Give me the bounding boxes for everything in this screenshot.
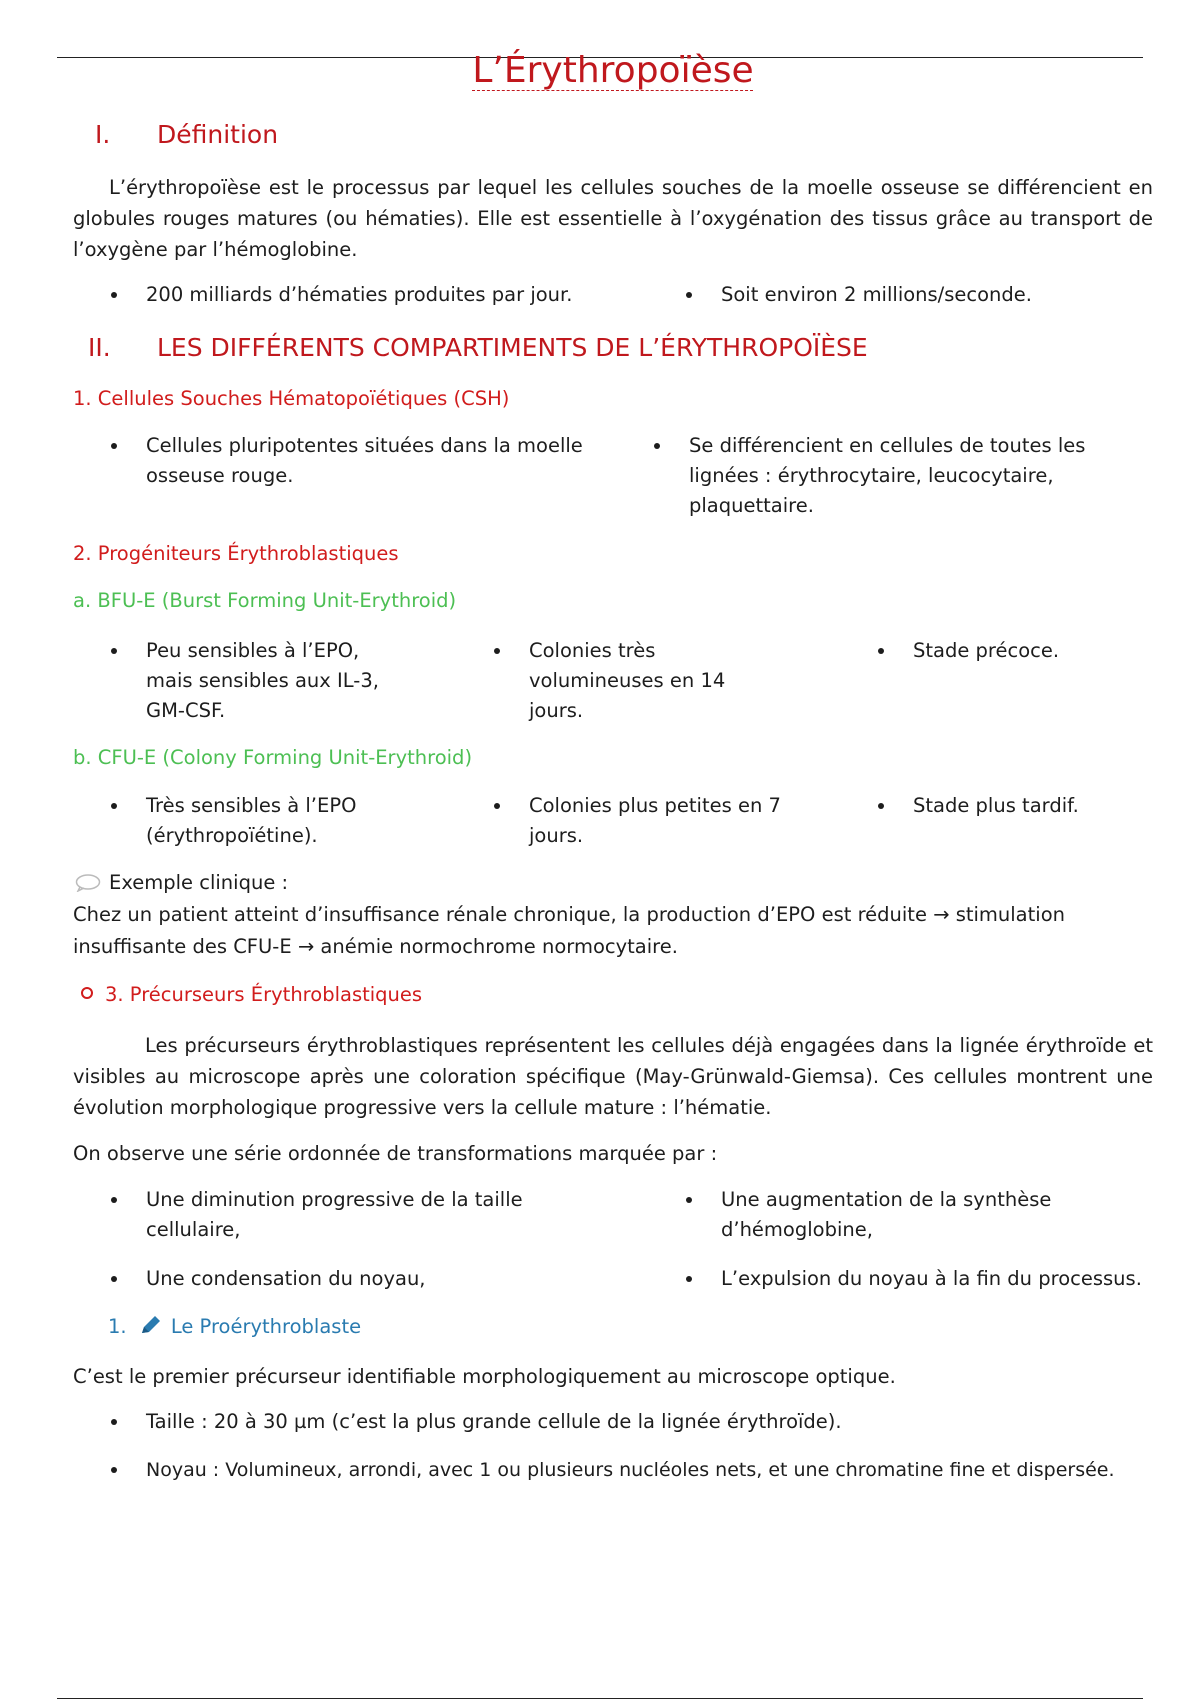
cfu-bullet-3: Stade plus tardif. bbox=[913, 791, 1143, 821]
section-1-title: Définition bbox=[157, 120, 279, 149]
clinical-label-row bbox=[75, 870, 288, 899]
bottom-rule bbox=[57, 1698, 1143, 1699]
csh-bullet-2: Se différencient en cellules de toutes les lignées : érythrocytaire, leucocytaire, plaquettaire. bbox=[689, 431, 1109, 521]
precursors-paragraph: Les précurseurs érythroblastiques représentent les cellules déjà engagées dans la lignée érythroïde et visibles au microscope après une coloration spécifique (May-Grünwald-Giemsa). Ces cellules montrent une évolution morphologique progressive vers la cellule mature : l’hématie. bbox=[73, 1034, 1153, 1119]
bfu-bullet-2: Colonies très volumineuses en 14 jours. bbox=[529, 636, 739, 726]
speech-bubble-icon bbox=[75, 873, 101, 899]
definition-bullet-1: 200 milliards d’hématies produites par jour. bbox=[146, 280, 646, 310]
progenitors-heading: 2. Progéniteurs Érythroblastiques bbox=[73, 542, 399, 565]
section-2-number: II. bbox=[88, 333, 111, 362]
precursors-heading bbox=[81, 983, 422, 1006]
precursors-intro: On observe une série ordonnée de transformations marquée par : bbox=[73, 1142, 718, 1165]
proerythroblast-bullet-1: Taille : 20 à 30 µm (c’est la plus grande cellule de la lignée érythroïde). bbox=[146, 1407, 1146, 1437]
bfu-bullet-3: Stade précoce. bbox=[913, 636, 1143, 666]
proerythroblast-intro: C’est le premier précurseur identifiable morphologiquement au microscope optique. bbox=[73, 1365, 896, 1388]
precursors-bullet-1: Une diminution progressive de la taille cellulaire, bbox=[146, 1185, 566, 1245]
proerythroblast-bullet-2: Noyau : Volumineux, arrondi, avec 1 ou plusieurs nucléoles nets, et une chromatine fine et dispersée. bbox=[146, 1455, 1153, 1485]
section-1-number: I. bbox=[95, 120, 111, 149]
bfu-bullet-1: Peu sensibles à l’EPO, mais sensibles aux IL-3, GM-CSF. bbox=[146, 636, 386, 726]
cfu-heading: b. CFU-E (Colony Forming Unit-Erythroid) bbox=[73, 746, 473, 769]
proerythroblast-heading bbox=[108, 1314, 361, 1341]
clinical-label: Exemple clinique : bbox=[109, 871, 289, 894]
page-title: L’Érythropoïèse bbox=[472, 50, 754, 91]
csh-heading: 1. Cellules Souches Hématopoïétiques (CSH) bbox=[73, 387, 510, 410]
precursors-bullet-2: Une augmentation de la synthèse d’hémoglobine, bbox=[721, 1185, 1121, 1245]
bfu-heading: a. BFU-E (Burst Forming Unit-Erythroid) bbox=[73, 589, 457, 612]
precursors-title: 3. Précurseurs Érythroblastiques bbox=[105, 983, 423, 1006]
definition-bullet-2: Soit environ 2 millions/seconde. bbox=[721, 280, 1141, 310]
precursors-bullet-4: L’expulsion du noyau à la fin du processus. bbox=[721, 1264, 1153, 1294]
cfu-bullet-2: Colonies plus petites en 7 jours. bbox=[529, 791, 789, 851]
definition-paragraph: L’érythropoïèse est le processus par lequel les cellules souches de la moelle osseuse se différencient en globules rouges matures (ou hématies). Elle est essentielle à l’oxygénation des tissus grâce au transport de l’oxygène par l’hémoglobine. bbox=[73, 176, 1153, 261]
pencil-icon bbox=[139, 1314, 163, 1341]
csh-bullet-1: Cellules pluripotentes situées dans la moelle osseuse rouge. bbox=[146, 431, 606, 491]
proerythroblast-number: 1. bbox=[108, 1315, 127, 1338]
circle-bullet-icon bbox=[81, 987, 93, 999]
cfu-bullet-1: Très sensibles à l’EPO (érythropoïétine). bbox=[146, 791, 396, 851]
clinical-text: Chez un patient atteint d’insuffisance rénale chronique, la production d’EPO est réduite → stimulation insuffisante des CFU-E → anémie normochrome normocytaire. bbox=[73, 903, 1065, 958]
proerythroblast-title: Le Proérythroblaste bbox=[170, 1315, 362, 1338]
section-2-title: LES DIFFÉRENTS COMPARTIMENTS DE L’ÉRYTHROPOÏÈSE bbox=[157, 333, 868, 362]
precursors-bullet-3: Une condensation du noyau, bbox=[146, 1264, 646, 1294]
section-2-heading bbox=[88, 333, 868, 362]
section-1-heading bbox=[95, 120, 278, 149]
